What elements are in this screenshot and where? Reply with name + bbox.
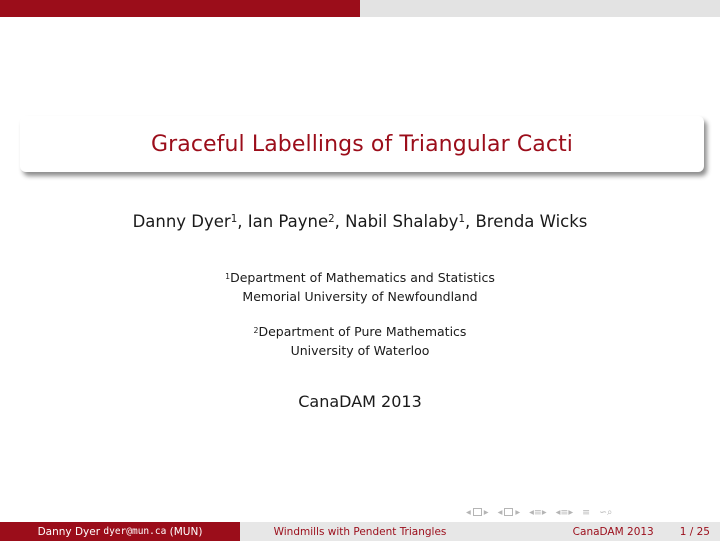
author-affil-sup: 1	[230, 214, 238, 226]
nav-align-icon[interactable]: ≡	[582, 506, 591, 518]
author-name: Ian Payne	[247, 212, 329, 231]
affiliation-1	[0, 268, 720, 306]
footer-short-title: Windmills with Pendent Triangles	[273, 525, 447, 538]
affiliation-university: University of Waterloo	[290, 343, 430, 358]
nav-section-icon[interactable]: ◂≡▸	[529, 506, 547, 518]
affiliation-sup: 2	[253, 325, 259, 335]
slide-title: Graceful Labellings of Triangular Cacti	[150, 131, 574, 157]
top-bar-red-segment	[0, 0, 360, 17]
title-box	[20, 116, 704, 172]
top-bar-grey-segment	[360, 0, 720, 17]
beamer-navigation	[466, 505, 716, 519]
author-affil-sup: 1	[458, 214, 465, 226]
nav-frame-icon[interactable]: ◂ ▸	[466, 506, 489, 518]
footer-title	[240, 522, 480, 541]
affiliation-department: Department of Pure Mathematics	[258, 324, 467, 339]
footer-email: dyer@mun.ca	[103, 526, 167, 537]
affiliation-department: Department of Mathematics and Statistics	[230, 270, 495, 285]
footer-right	[480, 522, 720, 541]
affiliation-2	[0, 322, 720, 360]
nav-slide-icon[interactable]: ◂≡▸	[555, 506, 574, 518]
author-affil-sup: 2	[328, 214, 335, 226]
affiliation-university: Memorial University of Newfoundland	[242, 289, 478, 304]
footer-bar	[0, 522, 720, 541]
affiliation-sup: 1	[225, 271, 231, 281]
footer-author	[0, 522, 240, 541]
conference-name: CanaDAM 2013	[298, 392, 422, 411]
top-progress-bar	[0, 0, 720, 17]
footer-institution: (MUN)	[169, 525, 203, 538]
nav-subsection-icon[interactable]: ◂ ▸	[497, 506, 521, 518]
author-name: Danny Dyer	[132, 212, 231, 231]
footer-author-name: Danny Dyer	[37, 525, 101, 538]
nav-search-icon[interactable]: ∽⌕	[599, 506, 613, 518]
footer-conference: CanaDAM 2013	[572, 525, 654, 538]
author-list: Danny Dyer$^1$, Ian Payne$^2$, Nabil Shalaby$^1$, Brenda Wicks	[132, 212, 588, 231]
author-name: Brenda Wicks	[475, 212, 588, 231]
author-name: Nabil Shalaby	[345, 212, 459, 231]
footer-page-number: 1 / 25	[679, 525, 710, 538]
